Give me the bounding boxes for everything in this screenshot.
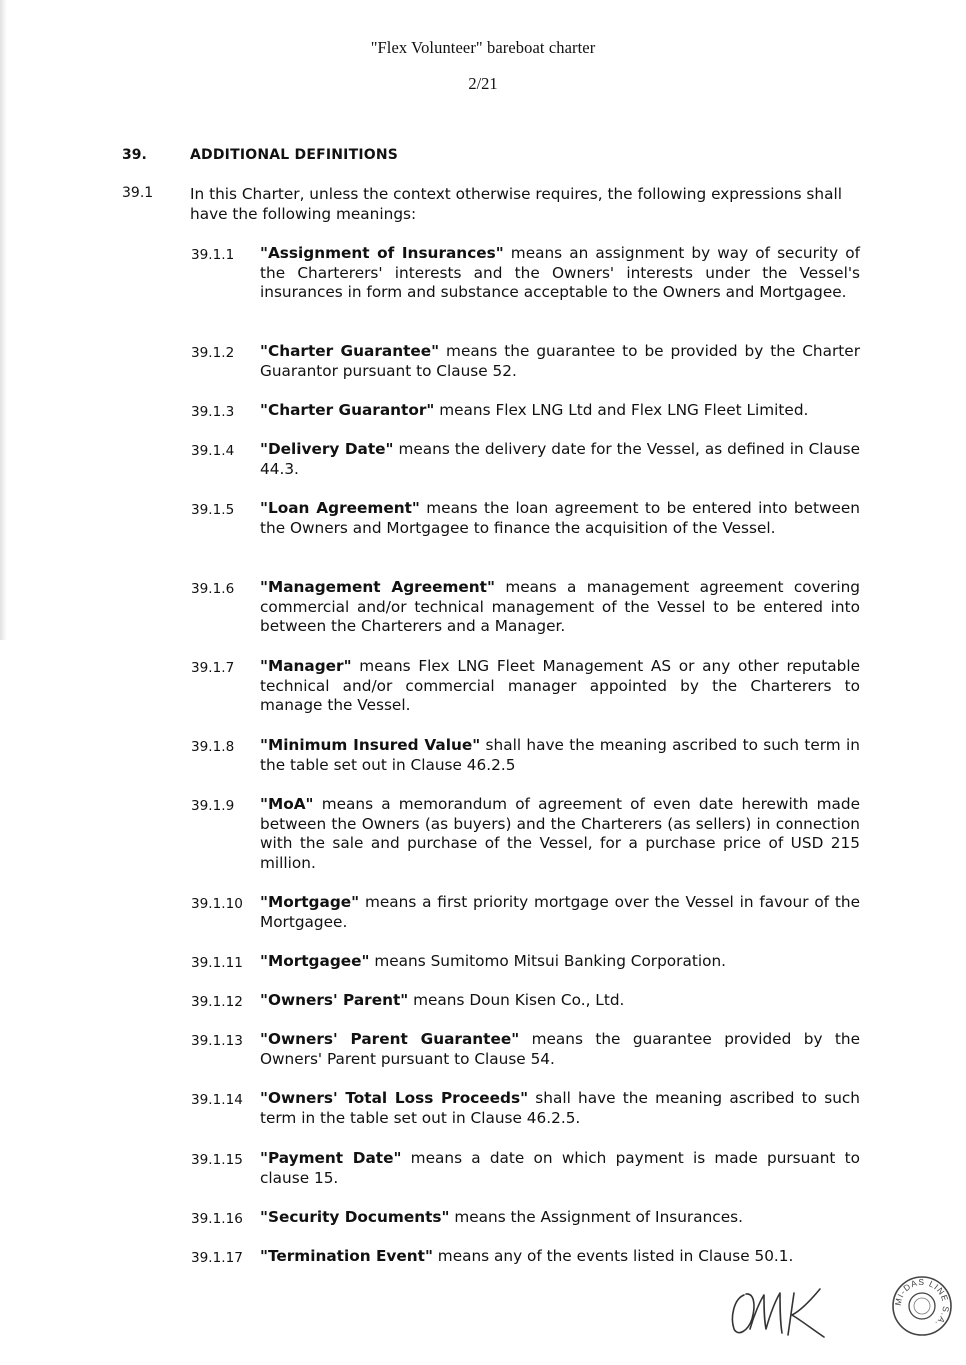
definition-body: means the loan agreement to be entered into between the Owners and Mortgagee to finance the acquisition of the Vessel.	[260, 499, 860, 537]
definition-number: 39.1.1	[191, 247, 235, 263]
definition-text	[260, 893, 860, 932]
definition-term: "Delivery Date"	[260, 440, 394, 458]
definition-number: 39.1.8	[191, 739, 235, 755]
definition-number: 39.1.10	[191, 896, 243, 912]
definition-body: means Sumitomo Mitsui Banking Corporation.	[369, 952, 726, 970]
definition-body: means Doun Kisen Co., Ltd.	[408, 991, 625, 1009]
definition-term: "Loan Agreement"	[260, 499, 420, 517]
definition-number: 39.1.17	[191, 1250, 243, 1266]
definition-term: "Termination Event"	[260, 1247, 433, 1265]
definition-body: means any of the events listed in Clause 50.1.	[432, 1247, 794, 1265]
definition-text	[260, 1030, 860, 1069]
definition-text	[260, 440, 860, 479]
definition-term: "Charter Guarantor"	[260, 401, 435, 419]
definition-number: 39.1.4	[191, 443, 235, 459]
definition-text	[260, 401, 860, 421]
definition-body: means the guarantee provided by the Owners' Parent pursuant to Clause 54.	[260, 1030, 861, 1068]
definition-term: "Mortgage"	[260, 893, 360, 911]
definition-number: 39.1.16	[191, 1211, 243, 1227]
definition-body: shall have the meaning ascribed to such term in the table set out in Clause 46.2.5	[260, 736, 860, 774]
definition-text	[260, 991, 860, 1011]
definition-number: 39.1.15	[191, 1152, 243, 1168]
definition-term: "Owners' Parent"	[260, 991, 409, 1009]
definition-term: "MoA"	[260, 795, 314, 813]
definition-term: "Manager"	[260, 657, 352, 675]
definition-number: 39.1.11	[191, 955, 243, 971]
definition-number: 39.1.12	[191, 994, 243, 1010]
handwritten-initials	[728, 1285, 832, 1341]
definition-body: means a management agreement covering commercial and/or technical management of the Vessel to be entered into between the Charterers and a Manager.	[260, 578, 860, 636]
definition-text	[260, 1089, 860, 1128]
definition-number: 39.1.2	[191, 345, 235, 361]
definition-number: 39.1.13	[191, 1033, 243, 1049]
definition-text	[260, 342, 860, 381]
definition-body: means the guarantee to be provided by the Charter Guarantor pursuant to Clause 52.	[260, 342, 860, 380]
definition-number: 39.1.3	[191, 404, 235, 420]
definition-number: 39.1.5	[191, 502, 235, 518]
definition-term: "Security Documents"	[260, 1208, 450, 1226]
definition-body: means the Assignment of Insurances.	[449, 1208, 743, 1226]
definition-number: 39.1.14	[191, 1092, 243, 1108]
definition-term: "Mortgagee"	[260, 952, 370, 970]
scan-edge-shadow	[0, 0, 7, 640]
definition-body: shall have the meaning ascribed to such term in the table set out in Clause 46.2.5.	[260, 1089, 860, 1127]
definition-text	[260, 499, 860, 538]
definition-body: means the delivery date for the Vessel, as defined in Clause 44.3.	[260, 440, 860, 478]
definition-term: "Minimum Insured Value"	[260, 736, 481, 754]
definition-body: means a date on which payment is made pursuant to clause 15.	[260, 1149, 860, 1187]
definition-text	[260, 1208, 860, 1228]
document-title: "Flex Volunteer" bareboat charter	[370, 38, 596, 57]
company-stamp	[890, 1274, 954, 1338]
definition-text	[260, 657, 860, 716]
page-number: 2/21	[468, 74, 498, 93]
definition-text	[260, 795, 860, 874]
stamp-text: MI-DAS LINE S.A.	[892, 1276, 952, 1330]
definition-text	[260, 952, 860, 972]
definition-text	[260, 736, 860, 775]
definition-body: means a memorandum of agreement of even date herewith made between the Owners (as buyers) and the Charterers (as sellers) in connection with the sale and purchase of the Vessel, for a purchase price of USD 215 million.	[260, 795, 860, 873]
definition-text	[260, 1247, 860, 1267]
section-number: 39.	[122, 147, 147, 163]
definition-number: 39.1.6	[191, 581, 235, 597]
definition-number: 39.1.9	[191, 798, 235, 814]
definition-body: means a first priority mortgage over the Vessel in favour of the Mortgagee.	[260, 893, 860, 931]
definition-body: means Flex LNG Ltd and Flex LNG Fleet Limited.	[434, 401, 809, 419]
definition-body: means Flex LNG Fleet Management AS or any other reputable technical and/or commercial manager appointed by the Charterers to manage the Vessel.	[260, 657, 860, 715]
definition-term: "Assignment of Insurances"	[260, 244, 504, 262]
definition-term: "Management Agreement"	[260, 578, 495, 596]
definition-body: means an assignment by way of security of the Charterers' interests and the Owners' interests under the Vessel's insurances in form and substance acceptable to the Owners and Mortgagee.	[260, 244, 860, 302]
definition-text	[260, 1149, 860, 1188]
section-title: ADDITIONAL DEFINITIONS	[190, 147, 399, 163]
clause-text: In this Charter, unless the context otherwise requires, the following expressions shall have the following meanings:	[190, 185, 842, 223]
definition-term: "Charter Guarantee"	[260, 342, 440, 360]
definition-term: "Owners' Total Loss Proceeds"	[260, 1089, 529, 1107]
definition-term: "Owners' Parent Guarantee"	[260, 1030, 520, 1048]
definition-term: "Payment Date"	[260, 1149, 402, 1167]
definition-number: 39.1.7	[191, 660, 235, 676]
definition-text	[260, 244, 860, 303]
clause-number: 39.1	[122, 185, 154, 201]
definition-text	[260, 578, 860, 637]
